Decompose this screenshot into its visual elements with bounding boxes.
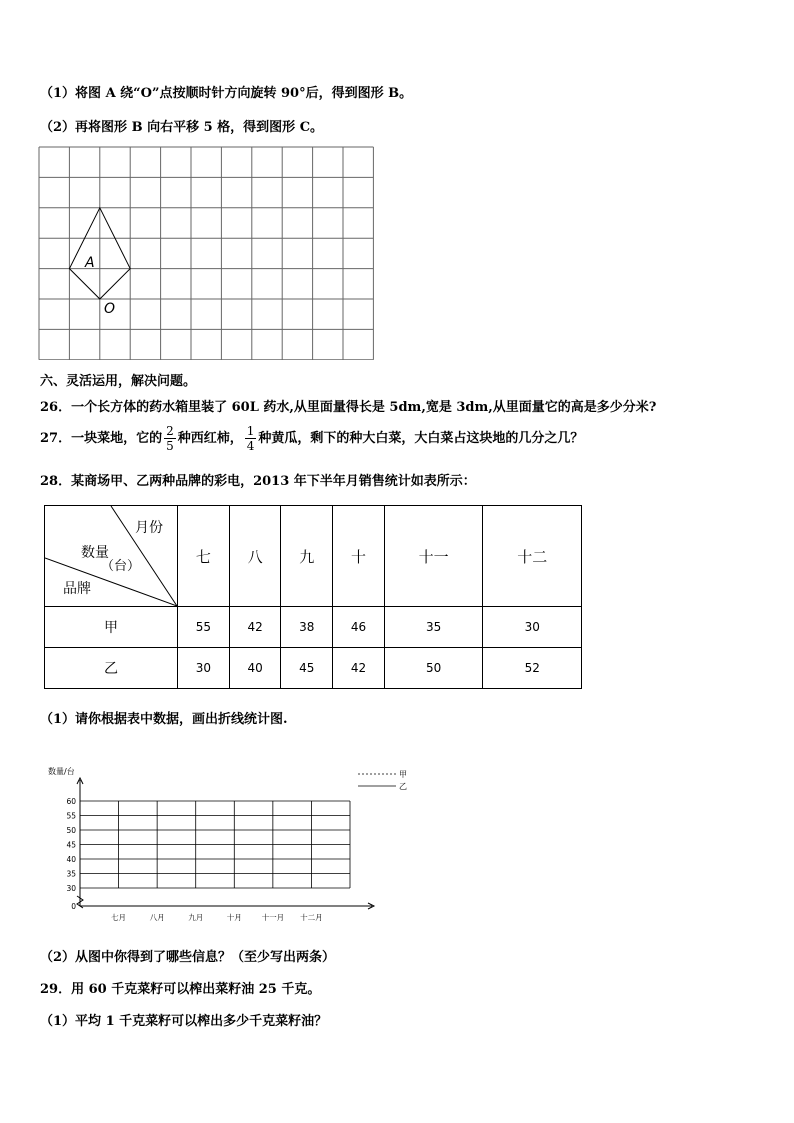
y-tick-label: 30: [66, 884, 76, 893]
month-cell: 十: [333, 506, 385, 607]
question-28-part1: （1）请你根据表中数据，画出折线统计图.: [40, 712, 288, 727]
table-corner-cell: [45, 506, 178, 607]
month-cell: 八: [229, 506, 281, 607]
y-tick-label: 40: [66, 855, 76, 864]
value-cell: 55: [178, 607, 230, 648]
label-a: A: [85, 255, 95, 271]
header-brand: 品牌: [63, 581, 91, 597]
month-cell: 十一: [384, 506, 483, 607]
x-tick-label: 十二月: [300, 913, 323, 922]
brand-cell: 乙: [45, 648, 178, 689]
header-qty: 数量: [81, 545, 109, 561]
q27-suffix: 种黄瓜，剩下的种大白菜，大白菜占这块地的几分之几？: [258, 431, 584, 446]
x-tick-label: 十一月: [261, 913, 285, 922]
question-29-part1: （1）平均 1 千克菜籽可以榨出多少千克菜籽油？: [40, 1014, 328, 1029]
question-28-intro: 28．某商场甲、乙两种品牌的彩电，2013 年下半年月销售统计如表所示：: [40, 474, 476, 489]
y-tick-label: 0: [71, 902, 76, 911]
question-27: [40, 422, 583, 456]
label-o: O: [104, 301, 116, 317]
y-tick-label: 35: [66, 869, 76, 879]
value-cell: 52: [483, 648, 582, 689]
value-cell: 30: [483, 607, 582, 648]
x-tick-label: 十月: [226, 913, 242, 922]
blank-line-chart: [40, 760, 420, 930]
table-row: [45, 607, 582, 648]
y-tick-label: 45: [66, 840, 76, 850]
value-cell: 35: [384, 607, 483, 648]
rotation-question-part1: （1）将图 A 绕“O”点按顺时针方向旋转 90°后，得到图形 B。: [40, 86, 413, 101]
value-cell: 45: [281, 648, 333, 689]
header-month: 月份: [135, 520, 163, 536]
table-row: [45, 648, 582, 689]
legend-label: 甲: [399, 770, 407, 779]
value-cell: 42: [229, 607, 281, 648]
section-six-heading: 六、灵活运用，解决问题。: [40, 374, 197, 389]
fraction-one-fourth: $\frac{1}{4}$: [246, 424, 255, 453]
rotation-question-part2: （2）再将图形 B 向右平移 5 格，得到图形 C。: [40, 120, 324, 135]
value-cell: 40: [229, 648, 281, 689]
month-cell: 九: [281, 506, 333, 607]
month-cell: 七: [178, 506, 230, 607]
value-cell: 38: [281, 607, 333, 648]
table-header-row: [45, 506, 582, 607]
y-tick-label: 55: [66, 811, 76, 821]
x-tick-label: 九月: [188, 913, 204, 922]
q27-mid: 种西红柿，: [177, 431, 243, 446]
brand-cell: 甲: [45, 607, 178, 648]
question-29-intro: 29．用 60 千克菜籽可以榨出菜籽油 25 千克。: [40, 982, 321, 997]
value-cell: 30: [178, 648, 230, 689]
y-tick-label: 50: [66, 826, 76, 835]
rotation-grid-figure: [38, 146, 374, 360]
value-cell: 42: [333, 648, 385, 689]
y-tick-label: 60: [66, 797, 76, 806]
question-26: 26．一个长方体的药水箱里装了 60L 药水,从里面量得长是 5dm,宽是 3dm,从里面量它的高是多少分米?: [40, 400, 657, 415]
x-tick-label: 七月: [111, 913, 127, 922]
value-cell: 50: [384, 648, 483, 689]
month-cell: 十二: [483, 506, 582, 607]
value-cell: 46: [333, 607, 385, 648]
question-28-part2: （2）从图中你得到了哪些信息？（至少写出两条）: [40, 950, 336, 965]
header-unit: （台）: [101, 559, 141, 574]
y-axis-label: 数量/台: [48, 767, 75, 776]
fraction-two-fifths: $\frac{2}{5}$: [166, 424, 174, 453]
x-tick-label: 八月: [149, 913, 165, 922]
legend-label: 乙: [399, 782, 407, 791]
sales-table: [44, 505, 582, 689]
q27-prefix: 27．一块菜地，它的: [40, 431, 163, 446]
